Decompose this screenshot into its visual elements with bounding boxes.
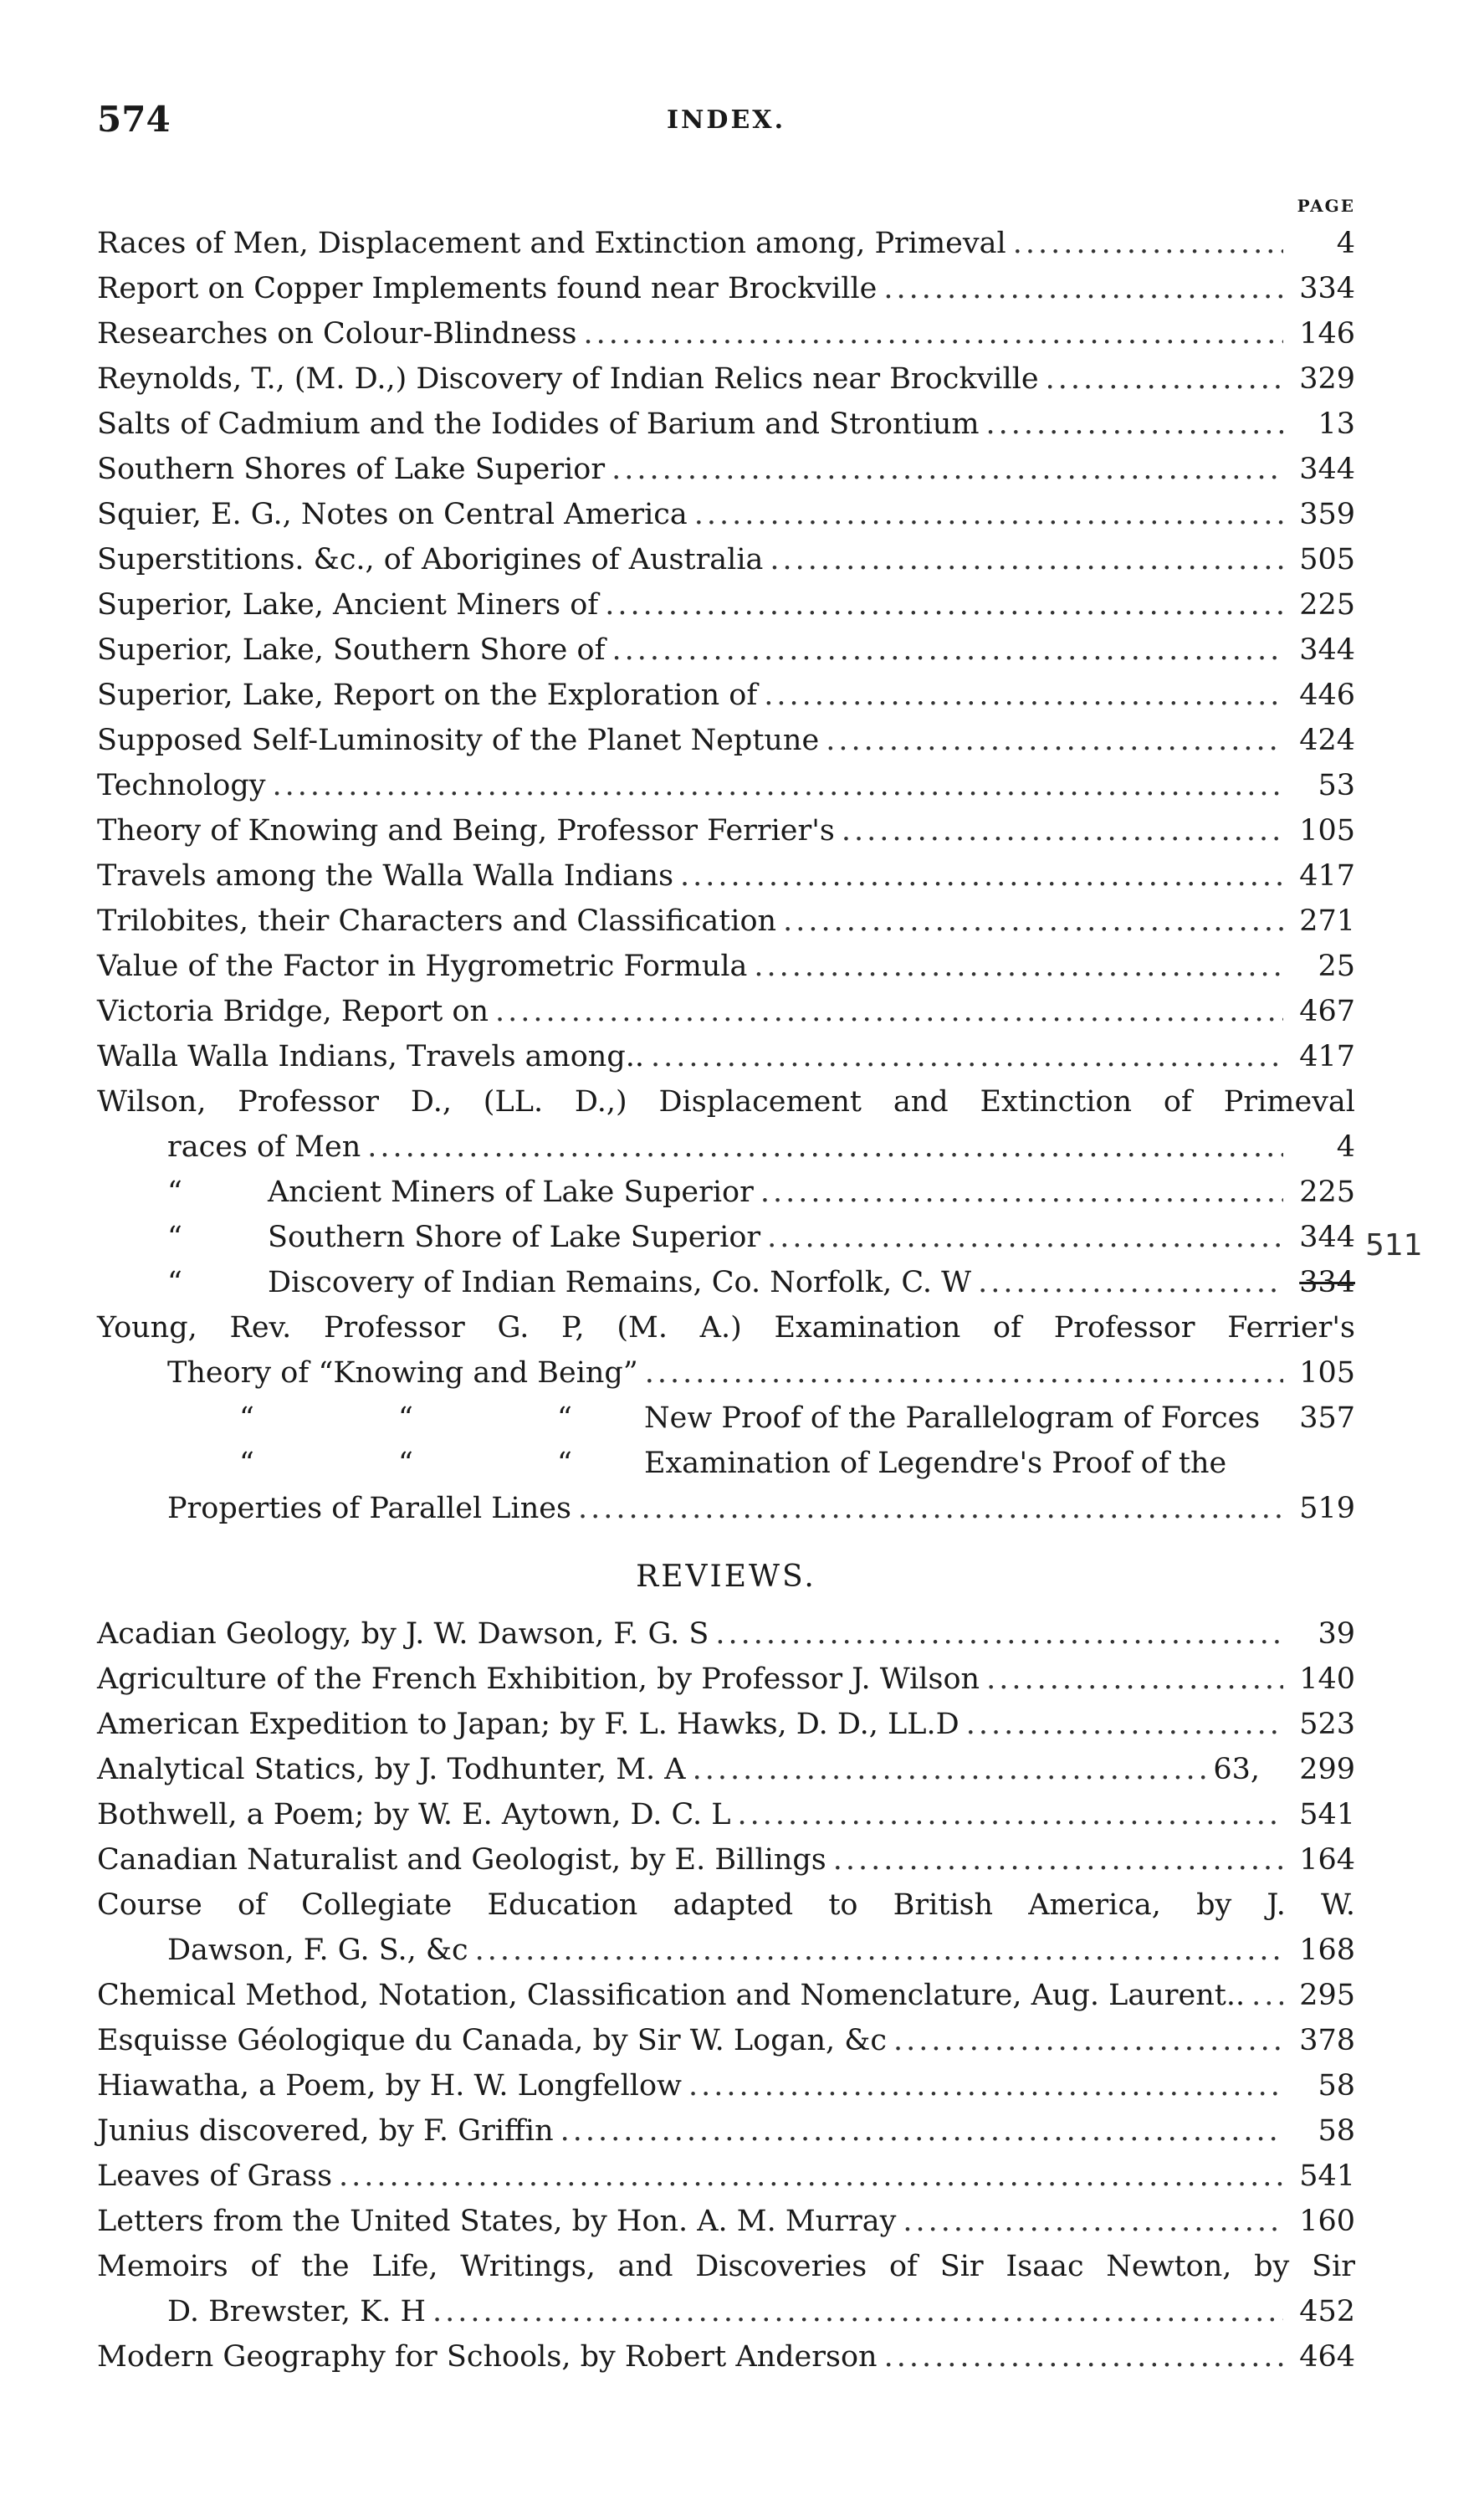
entry-page: 344 bbox=[1299, 453, 1355, 486]
entry-text: Walla Walla Indians, Travels among.. bbox=[97, 1040, 644, 1073]
ditto-mark: “ bbox=[239, 1447, 254, 1480]
entry-text: Squier, E. G., Notes on Central America bbox=[97, 498, 688, 531]
handwritten-correction: 511 bbox=[1365, 1228, 1423, 1263]
entry-page: 13 bbox=[1318, 407, 1355, 441]
index-entries bbox=[97, 221, 1355, 1079]
index-entry bbox=[97, 1747, 1355, 1792]
leader-dots bbox=[605, 447, 1283, 492]
entry-text: Leaves of Grass bbox=[97, 2159, 333, 2193]
index-entry bbox=[97, 2154, 1355, 2199]
index-entry bbox=[97, 492, 1355, 537]
entry-page: 146 bbox=[1299, 317, 1355, 351]
reviews-entries-2 bbox=[97, 1973, 1355, 2244]
young-entry-line3 bbox=[97, 1396, 1355, 1441]
wilson-sub-entry bbox=[97, 1170, 1355, 1215]
entry-text: Superstitions. &c., of Aborigines of Australia bbox=[97, 543, 764, 576]
young-entry-line1: Young, Rev. Professor G. P, (M. A.) Examination of Professor Ferrier's bbox=[97, 1311, 1355, 1345]
entry-page: 225 bbox=[1299, 1176, 1355, 1209]
entry-page: 334 bbox=[1299, 272, 1355, 305]
entry-text: Letters from the United States, by Hon. A. M. Murray bbox=[97, 2205, 897, 2238]
entry-page: 58 bbox=[1318, 2114, 1355, 2148]
index-entry bbox=[97, 537, 1355, 582]
index-entry bbox=[97, 2108, 1355, 2154]
entry-text: Theory of “Knowing and Being” bbox=[167, 1356, 638, 1390]
index-entry bbox=[97, 2063, 1355, 2108]
index-entry bbox=[97, 718, 1355, 763]
leader-dots bbox=[760, 1215, 1283, 1260]
wilson-sub-entry bbox=[97, 1215, 1355, 1260]
page-column-label: PAGE bbox=[1297, 196, 1355, 216]
wilson-sub-entries bbox=[97, 1170, 1355, 1305]
entry-text: D. Brewster, K. H bbox=[167, 2295, 426, 2328]
entry-text: Technology bbox=[97, 769, 266, 802]
entry-page: 160 bbox=[1299, 2205, 1355, 2238]
ditto-mark: “ bbox=[167, 1176, 182, 1209]
entry-page: 523 bbox=[1299, 1708, 1355, 1741]
leader-dots bbox=[576, 311, 1283, 356]
entry-text: Travels among the Walla Walla Indians bbox=[97, 859, 674, 893]
entry-page: 39 bbox=[1318, 1617, 1355, 1651]
index-entry bbox=[97, 853, 1355, 899]
index-entry bbox=[97, 944, 1355, 989]
entry-text: Modern Geography for Schools, by Robert Anderson bbox=[97, 2340, 878, 2374]
entry-page: 4 bbox=[1336, 1130, 1355, 1164]
wilson-entry-line2 bbox=[97, 1124, 1355, 1170]
ditto-mark: “ bbox=[398, 1447, 413, 1480]
entry-text: Properties of Parallel Lines bbox=[167, 1492, 571, 1525]
course-entry-line2 bbox=[97, 1928, 1355, 1973]
entry-text: Superior, Lake, Report on the Exploration of bbox=[97, 679, 758, 712]
leader-dots bbox=[468, 1928, 1283, 1973]
entry-text-wrapper bbox=[97, 1170, 754, 1215]
entry-page: 58 bbox=[1318, 2069, 1355, 2103]
leader-dots bbox=[971, 1260, 1283, 1305]
leader-dots bbox=[266, 763, 1283, 808]
leader-dots bbox=[332, 2154, 1283, 2199]
leader-dots bbox=[819, 718, 1283, 763]
entry-page: 25 bbox=[1318, 950, 1355, 983]
entry-text: Salts of Cadmium and the Iodides of Barium and Strontium bbox=[97, 407, 980, 441]
entry-page: 299 bbox=[1299, 1753, 1355, 1786]
entry-text: Trilobites, their Characters and Classification bbox=[97, 904, 777, 938]
leader-dots bbox=[747, 944, 1283, 989]
entry-page: 467 bbox=[1299, 995, 1355, 1028]
index-entry bbox=[97, 402, 1355, 447]
entry-text: Reynolds, T., (M. D.,) Discovery of Indian Relics near Brockville bbox=[97, 362, 1039, 396]
leader-dots bbox=[731, 1792, 1283, 1837]
entry-page: 53 bbox=[1318, 769, 1355, 802]
entry-page: 105 bbox=[1299, 814, 1355, 848]
index-entry bbox=[97, 1034, 1355, 1079]
entry-page: 417 bbox=[1299, 859, 1355, 893]
leader-dots bbox=[489, 989, 1283, 1034]
leader-dots bbox=[688, 492, 1283, 537]
entry-text: Canadian Naturalist and Geologist, by E. Billings bbox=[97, 1843, 826, 1877]
reviews-heading: REVIEWS. bbox=[636, 1560, 816, 1594]
leader-dots bbox=[754, 1170, 1283, 1215]
entry-page: 329 bbox=[1299, 362, 1355, 396]
entry-text: Hiawatha, a Poem, by H. W. Longfellow bbox=[97, 2069, 683, 2103]
index-entry bbox=[97, 1657, 1355, 1702]
leader-dots bbox=[757, 673, 1283, 718]
entry-page: 541 bbox=[1299, 2159, 1355, 2193]
memoirs-entry-line2 bbox=[97, 2289, 1355, 2334]
entry-text: New Proof of the Parallelogram of Forces bbox=[644, 1401, 1261, 1435]
entry-text-wrapper bbox=[97, 1260, 971, 1305]
entry-page: 164 bbox=[1299, 1843, 1355, 1877]
entry-text: Discovery of Indian Remains, Co. Norfolk, C. W bbox=[268, 1266, 972, 1299]
ditto-mark: “ bbox=[167, 1266, 182, 1299]
index-entry bbox=[97, 673, 1355, 718]
leader-dots bbox=[686, 1747, 1214, 1792]
leader-dots bbox=[682, 2063, 1283, 2108]
leader-dots bbox=[776, 899, 1283, 944]
wilson-sub-entry bbox=[97, 1260, 1355, 1305]
entry-page: 452 bbox=[1299, 2295, 1355, 2328]
entry-page: 505 bbox=[1299, 543, 1355, 576]
leader-dots bbox=[426, 2289, 1283, 2334]
entry-text: Acadian Geology, by J. W. Dawson, F. G. S bbox=[97, 1617, 709, 1651]
entry-page: 168 bbox=[1299, 1934, 1355, 1967]
entry-text: Researches on Colour-Blindness bbox=[97, 317, 577, 351]
leader-dots bbox=[980, 402, 1283, 447]
entry-page: 225 bbox=[1299, 588, 1355, 622]
young-entry-line5 bbox=[97, 1486, 1355, 1531]
leader-dots bbox=[638, 1350, 1283, 1396]
reviews-entries bbox=[97, 1611, 1355, 1882]
entry-text: Junius discovered, by F. Griffin bbox=[97, 2114, 554, 2148]
index-entry bbox=[97, 1792, 1355, 1837]
leader-dots bbox=[598, 582, 1283, 628]
entry-page-secondary: 63, bbox=[1213, 1753, 1260, 1786]
index-entry bbox=[97, 447, 1355, 492]
memoirs-entry-line1: Memoirs of the Life, Writings, and Discoveries of Sir Isaac Newton, by Sir bbox=[97, 2250, 1355, 2283]
leader-dots bbox=[763, 537, 1283, 582]
leader-dots bbox=[878, 2334, 1283, 2379]
entry-page: 541 bbox=[1299, 1798, 1355, 1831]
entry-text: American Expedition to Japan; by F. L. Hawks, D. D., LL.D bbox=[97, 1708, 959, 1741]
entry-page: 359 bbox=[1299, 498, 1355, 531]
entry-page: 446 bbox=[1299, 679, 1355, 712]
leader-dots bbox=[571, 1486, 1283, 1531]
course-entry-line1: Course of Collegiate Education adapted to British America, by J. W. bbox=[97, 1888, 1355, 1922]
entry-page: 334 bbox=[1299, 1266, 1355, 1299]
index-entry bbox=[97, 808, 1355, 853]
entry-page: 295 bbox=[1299, 1979, 1355, 2012]
entry-text: Races of Men, Displacement and Extinction among, Primeval bbox=[97, 227, 1006, 260]
index-entry bbox=[97, 311, 1355, 356]
young-entry-line2 bbox=[97, 1350, 1355, 1396]
leader-dots bbox=[1006, 221, 1283, 266]
entry-text: Esquisse Géologique du Canada, by Sir W. Logan, &c bbox=[97, 2024, 888, 2057]
entry-page: 140 bbox=[1299, 1662, 1355, 1696]
entry-text: Southern Shore of Lake Superior bbox=[268, 1221, 761, 1254]
entry-page: 344 bbox=[1299, 633, 1355, 667]
entry-page: 271 bbox=[1299, 904, 1355, 938]
leader-dots bbox=[1039, 356, 1283, 402]
leader-dots bbox=[835, 808, 1283, 853]
entry-text: Dawson, F. G. S., &c bbox=[167, 1934, 468, 1967]
entry-page: 417 bbox=[1299, 1040, 1355, 1073]
index-entry bbox=[97, 1611, 1355, 1657]
leader-dots bbox=[361, 1124, 1283, 1170]
index-entry bbox=[97, 763, 1355, 808]
leader-dots bbox=[980, 1657, 1283, 1702]
entry-text: Supposed Self-Luminosity of the Planet Neptune bbox=[97, 724, 820, 757]
ditto-mark: “ bbox=[398, 1401, 413, 1435]
leader-dots bbox=[644, 1034, 1283, 1079]
entry-text-wrapper bbox=[97, 1215, 760, 1260]
index-entry bbox=[97, 899, 1355, 944]
entry-text: Analytical Statics, by J. Todhunter, M. A bbox=[97, 1753, 686, 1786]
entry-text: Victoria Bridge, Report on bbox=[97, 995, 489, 1028]
index-entry bbox=[97, 1702, 1355, 1747]
index-content bbox=[97, 191, 1355, 2379]
index-entry bbox=[97, 2334, 1355, 2379]
leader-dots bbox=[606, 628, 1283, 673]
leader-dots bbox=[826, 1837, 1283, 1882]
entry-text: Bothwell, a Poem; by W. E. Aytown, D. C. L bbox=[97, 1798, 731, 1831]
entry-text: Agriculture of the French Exhibition, by Professor J. Wilson bbox=[97, 1662, 980, 1696]
entry-page: 464 bbox=[1299, 2340, 1355, 2374]
index-entry bbox=[97, 989, 1355, 1034]
entry-text: Theory of Knowing and Being, Professor Ferrier's bbox=[97, 814, 835, 848]
leader-dots bbox=[959, 1702, 1283, 1747]
index-entry bbox=[97, 2199, 1355, 2244]
ditto-mark: “ bbox=[239, 1401, 254, 1435]
leader-dots bbox=[887, 2018, 1283, 2063]
leader-dots bbox=[673, 853, 1283, 899]
entry-page: 424 bbox=[1299, 724, 1355, 757]
index-entry bbox=[97, 1973, 1355, 2018]
entry-text: Superior, Lake, Southern Shore of bbox=[97, 633, 606, 667]
page-number: 574 bbox=[97, 99, 171, 140]
leader-dots bbox=[709, 1611, 1283, 1657]
wilson-entry-line1: Wilson, Professor D., (LL. D.,) Displacement and Extinction of Primeval bbox=[97, 1085, 1355, 1119]
young-entry-line4 bbox=[97, 1441, 1355, 1486]
entry-page: 4 bbox=[1336, 227, 1355, 260]
entry-text: Value of the Factor in Hygrometric Formula bbox=[97, 950, 748, 983]
leader-dots bbox=[896, 2199, 1283, 2244]
entry-page: 519 bbox=[1299, 1492, 1355, 1525]
entry-text: Southern Shores of Lake Superior bbox=[97, 453, 606, 486]
entry-page: 344 bbox=[1299, 1221, 1355, 1254]
leader-dots bbox=[1245, 1973, 1283, 2018]
entry-text: Examination of Legendre's Proof of the bbox=[644, 1447, 1227, 1480]
running-head: INDEX. bbox=[666, 105, 786, 135]
ditto-mark: “ bbox=[557, 1401, 572, 1435]
entry-page: 105 bbox=[1299, 1356, 1355, 1390]
index-entry bbox=[97, 221, 1355, 266]
entry-text: Chemical Method, Notation, Classification and Nomenclature, Aug. Laurent.. bbox=[97, 1979, 1246, 2012]
index-entry bbox=[97, 628, 1355, 673]
index-entry bbox=[97, 582, 1355, 628]
entry-page: 378 bbox=[1299, 2024, 1355, 2057]
page-header bbox=[97, 99, 1355, 157]
index-entry bbox=[97, 356, 1355, 402]
leader-dots bbox=[877, 266, 1283, 311]
entry-text: Ancient Miners of Lake Superior bbox=[268, 1176, 754, 1209]
leader-dots bbox=[554, 2108, 1283, 2154]
ditto-mark: “ bbox=[167, 1221, 182, 1254]
reviews-entries-3 bbox=[97, 2334, 1355, 2379]
entry-page: 357 bbox=[1299, 1401, 1355, 1435]
entry-text: races of Men bbox=[167, 1130, 361, 1164]
index-entry bbox=[97, 266, 1355, 311]
entry-text: Superior, Lake, Ancient Miners of bbox=[97, 588, 599, 622]
entry-text: Report on Copper Implements found near Brockville bbox=[97, 272, 878, 305]
index-entry bbox=[97, 1837, 1355, 1882]
index-entry bbox=[97, 2018, 1355, 2063]
ditto-mark: “ bbox=[557, 1447, 572, 1480]
